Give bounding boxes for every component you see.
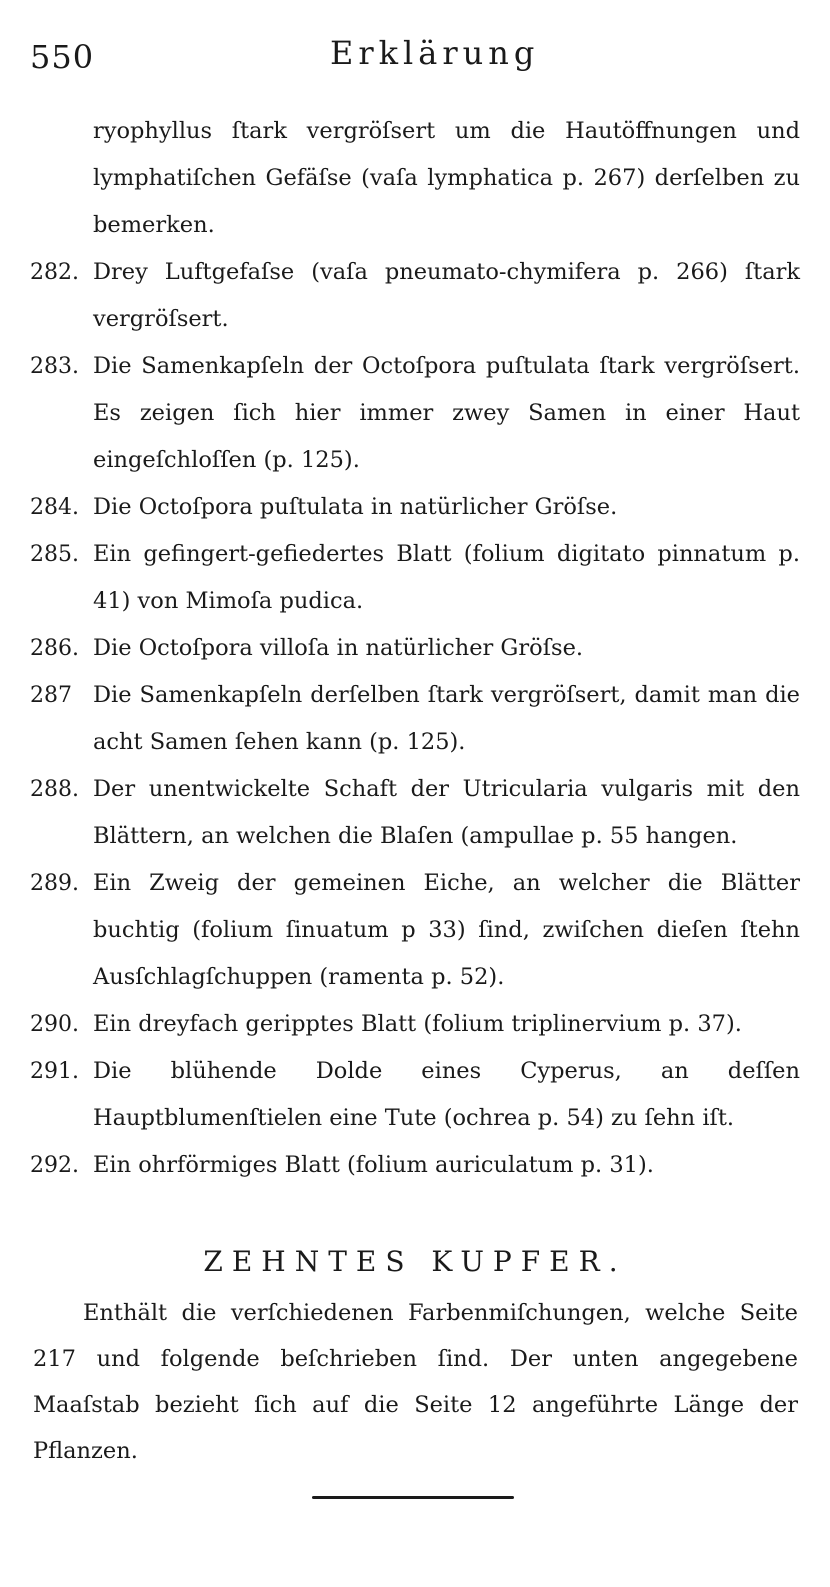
list-item: [30, 766, 800, 860]
list-item: [30, 672, 800, 766]
list-item: [30, 249, 800, 343]
entry-text: ryophyllus ſtark vergröſsert um die Hautöffnungen und lymphatiſchen Gefäſse (vaſa lymphatica p. 267) derſelben zu bemerken.: [93, 118, 800, 238]
entry-number: 287: [30, 683, 72, 708]
entry-text: Die Octoſpora villoſa in natürlicher Gröſse.: [93, 635, 584, 661]
list-item: [30, 108, 800, 249]
entry-text: Der unentwickelte Schaft der Utricularia vulgaris mit den Blättern, an welchen die Blaſen (ampullae p. 55 hangen.: [93, 776, 800, 849]
section-paragraph: Enthält die verſchiedenen Farbenmiſchungen, welche Seite 217 und folgende beſchrieben ſind. Der unten angegebene Maaſstab bezieht ſich auf die Seite 12 angeführte Länge der Pflanzen.: [33, 1300, 798, 1464]
entry-text: Drey Luftgefaſse (vaſa pneumato-chymifera p. 266) ſtark vergröſsert.: [93, 259, 800, 332]
list-item: [30, 531, 800, 625]
entry-text: Ein gefingert-gefiedertes Blatt (folium digitato pinnatum p. 41) von Mimoſa pudica.: [93, 541, 800, 614]
plate-explanation-list: [30, 108, 800, 1189]
entry-text: Ein Zweig der gemeinen Eiche, an welcher die Blätter buchtig (folium ſinuatum p 33) ſind, zwiſchen dieſen ſtehn Ausſchlagſchuppen (ramenta p. 52).: [93, 870, 800, 990]
entry-number: 286.: [30, 636, 79, 661]
running-head: Erklärung: [330, 34, 540, 72]
entry-number: 288.: [30, 777, 79, 802]
entry-number: 291.: [30, 1059, 79, 1084]
entry-number: 284.: [30, 495, 79, 520]
entry-text: Die Samenkapſeln der Octoſpora puſtulata ſtark vergröſsert. Es zeigen ſich hier immer zwey Samen in einer Haut eingeſchloſſen (p. 125).: [93, 353, 800, 473]
page-number: 550: [30, 38, 95, 76]
list-item: [30, 1048, 800, 1142]
list-item: [30, 860, 800, 1001]
list-item: [30, 625, 800, 672]
entry-number: 282.: [30, 260, 79, 285]
entry-number: 289.: [30, 871, 79, 896]
entry-number: 283.: [30, 354, 79, 379]
list-item: [30, 1001, 800, 1048]
entry-text: Ein ohrförmiges Blatt (folium auriculatum p. 31).: [93, 1152, 654, 1178]
closing-rule: [312, 1496, 514, 1499]
list-item: [30, 343, 800, 484]
entry-number: 292.: [30, 1153, 79, 1178]
entry-number: 290.: [30, 1012, 79, 1037]
entry-text: Ein dreyfach geripptes Blatt (folium triplinervium p. 37).: [93, 1011, 742, 1037]
entry-number: 285.: [30, 542, 79, 567]
entry-text: Die Octoſpora puſtulata in natürlicher Gröſse.: [93, 494, 618, 520]
list-item: [30, 1142, 800, 1189]
entry-text: Die blühende Dolde eines Cyperus, an deſſen Hauptblumenſtielen eine Tute (ochrea p. 54) zu ſehn iſt.: [93, 1058, 800, 1131]
section-title: ZEHNTES KUPFER.: [203, 1245, 627, 1278]
page-header: [30, 30, 810, 80]
entry-text: Die Samenkapſeln derſelben ſtark vergröſsert, damit man die acht Samen ſehen kann (p. 125).: [93, 682, 800, 755]
list-item: [30, 484, 800, 531]
